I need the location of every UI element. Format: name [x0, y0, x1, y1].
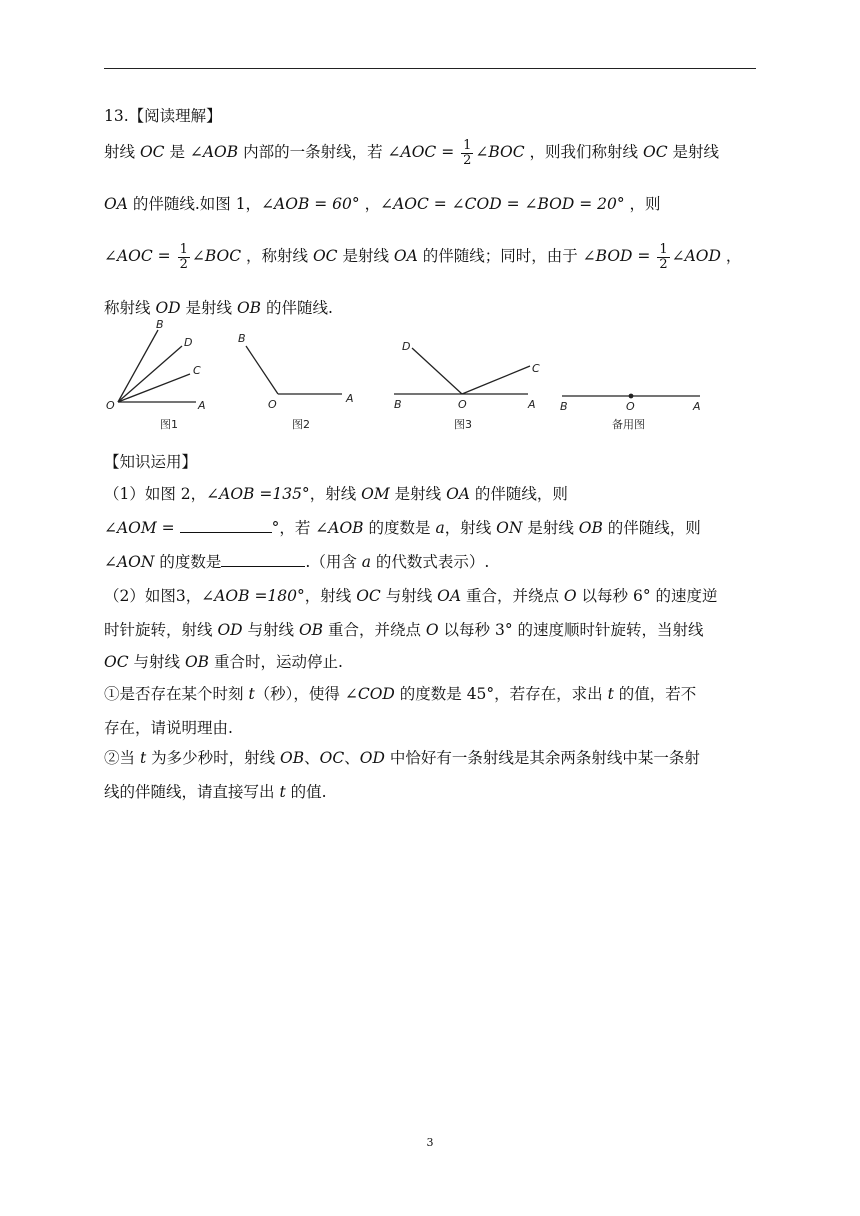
- q1-line-1: （1）如图 2，∠AOB =135°，射线 OM 是射线 OA 的伴随线，则: [104, 485, 568, 503]
- q1-line-3: ∠AON 的度数是 .（用含 a 的代数式表示）.: [104, 553, 490, 571]
- ray-ob: [246, 346, 278, 394]
- fraction-half: $\frac{1}{2}$: [463, 137, 472, 168]
- fig3-label-c: C: [532, 362, 540, 375]
- fig1-label-c: C: [193, 364, 201, 377]
- q2-line-1: （2）如图3，∠AOB =180°，射线 OC 与射线 OA 重合，并绕点 O 以每秒 6° 的速度逆: [104, 587, 718, 605]
- fig3-label-o: O: [458, 398, 467, 411]
- fig3-label-b: B: [394, 398, 402, 411]
- problem-title: 13.【阅读理解】: [104, 107, 222, 125]
- fig3-label-d: D: [402, 340, 411, 353]
- q2-line-2: 时针旋转，射线 OD 与射线 OB 重合，并绕点 O 以每秒 3° 的速度顺时针旋转，当射线: [104, 621, 704, 639]
- q2-sub1-line-2: 存在，请说明理由.: [104, 719, 233, 737]
- q2-sub2-line-2: 线的伴随线，请直接写出 t 的值.: [104, 783, 327, 801]
- ray-od: [118, 346, 182, 402]
- ray-ob: [118, 330, 158, 402]
- fig4-label-b: B: [560, 400, 568, 413]
- figure-4: [562, 394, 700, 399]
- answer-blank-aom[interactable]: [180, 532, 272, 533]
- point-o: [629, 394, 634, 399]
- intro-line-2: OA 的伴随线.如图 1，∠AOB = 60° ，∠AOC = ∠COD = ∠BOD = 20° ，则: [104, 195, 661, 213]
- intro-line-4: 称射线 OD 是射线 OB 的伴随线.: [104, 299, 333, 317]
- fig1-label-o: O: [106, 399, 115, 412]
- q2-sub2-line-1: ②当 t 为多少秒时，射线 OB、OC、OD 中恰好有一条射线是其余两条射线中某一条射: [104, 749, 700, 767]
- fraction-half: $\frac{1}{2}$: [659, 241, 668, 272]
- fig2-label-o: O: [268, 398, 277, 411]
- fig1-label-a: A: [198, 399, 206, 412]
- fig3-label-a: A: [528, 398, 536, 411]
- figures-row: [104, 318, 724, 438]
- fig4-caption: 备用图: [612, 418, 645, 431]
- figure-2: [246, 346, 342, 394]
- fraction-half: $\frac{1}{2}$: [179, 241, 188, 272]
- fig1-label-b: B: [156, 318, 164, 331]
- header-rule: [104, 68, 756, 69]
- fig2-label-b: B: [238, 332, 246, 345]
- q2-sub1-line-1: ①是否存在某个时刻 t（秒），使得 ∠COD 的度数是 45°，若存在，求出 t 的值，若不: [104, 685, 697, 703]
- fig2-caption: 图2: [292, 418, 310, 431]
- ray-oc: [462, 366, 530, 394]
- fig2-label-a: A: [346, 392, 354, 405]
- q1-line-2: ∠AOM = °，若 ∠AOB 的度数是 a，射线 ON 是射线 OB 的伴随线，则: [104, 519, 701, 537]
- answer-blank-aon[interactable]: [221, 566, 305, 567]
- fig1-label-d: D: [184, 336, 193, 349]
- fig4-label-o: O: [626, 400, 635, 413]
- intro-line-3: ∠AOC = $\frac{1}{2}$ ∠BOC ，称射线 OC 是射线 OA 的伴随线；同时，由于 ∠BOD = $\frac{1}{2}$ ∠AOD ，: [104, 241, 742, 272]
- q2-line-3: OC 与射线 OB 重合时，运动停止.: [104, 653, 343, 671]
- angle-figures: [104, 318, 724, 438]
- knowledge-heading: 【知识运用】: [104, 453, 198, 471]
- ray-od: [412, 348, 462, 394]
- fig3-caption: 图3: [454, 418, 472, 431]
- figure-3: [394, 348, 530, 394]
- intro-line-1: 射线 OC 是 ∠AOB 内部的一条射线，若 ∠AOC = $\frac{1}{2}$ ∠BOC ，则我们称射线 OC 是射线: [104, 137, 719, 168]
- fig1-caption: 图1: [160, 418, 178, 431]
- ray-oc: [118, 374, 190, 402]
- fig4-label-a: A: [693, 400, 701, 413]
- page-number: 3: [426, 1136, 434, 1149]
